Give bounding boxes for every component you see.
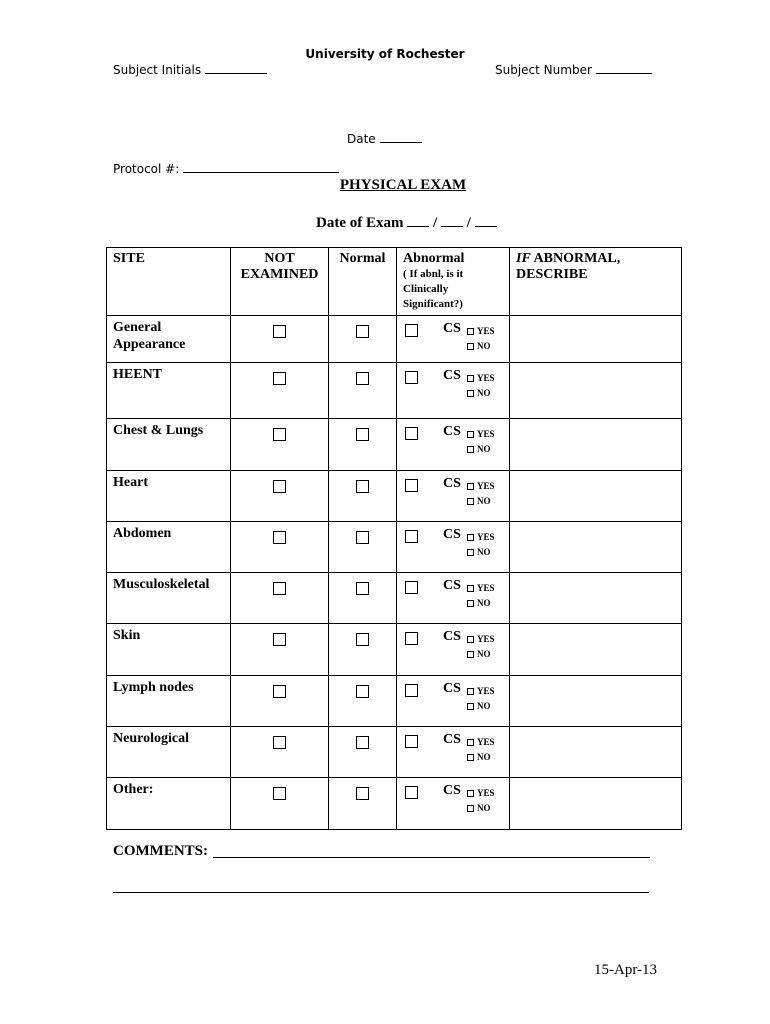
cs-no-option[interactable] [467,598,491,608]
cs-yes-label: YES [477,583,495,593]
table-row [107,363,682,419]
header-describe-label: ABNORMAL, DESCRIBE [516,251,621,282]
cs-yes-label: YES [477,481,495,491]
cs-no-label: NO [477,388,491,398]
normal-checkbox[interactable] [356,633,369,646]
cs-no-label: NO [477,547,491,557]
abnormal-cell [397,522,510,573]
normal-cell [329,316,397,363]
cs-yes-option[interactable] [467,583,495,593]
cs-yes-checkbox[interactable] [467,328,474,335]
describe-cell[interactable] [510,522,682,573]
cs-no-label: NO [477,752,491,762]
cs-label: CS [443,368,461,383]
cs-no-label: NO [477,701,491,711]
table-row [107,419,682,471]
not-examined-cell [231,522,329,573]
exam-month-blank[interactable] [407,213,429,227]
table-row [107,522,682,573]
cs-no-label: NO [477,444,491,454]
abnormal-checkbox[interactable] [405,786,418,799]
cs-yes-option[interactable] [467,481,495,491]
abnormal-checkbox[interactable] [405,632,418,645]
cs-yes-label: YES [477,326,495,336]
cs-label: CS [443,321,461,336]
cs-no-checkbox[interactable] [467,446,474,453]
abnormal-checkbox[interactable] [405,479,418,492]
not-examined-cell [231,316,329,363]
cs-yes-option[interactable] [467,686,495,696]
abnormal-checkbox[interactable] [405,684,418,697]
normal-checkbox[interactable] [356,372,369,385]
cs-no-option[interactable] [467,496,491,506]
describe-cell[interactable] [510,573,682,624]
not-examined-cell [231,676,329,727]
form-title: PHYSICAL EXAM [339,177,467,193]
cs-no-checkbox[interactable] [467,703,474,710]
cs-yes-checkbox[interactable] [467,636,474,643]
describe-cell[interactable] [510,316,682,363]
cs-no-option[interactable] [467,547,491,557]
cs-yes-option[interactable] [467,429,495,439]
abnormal-checkbox[interactable] [405,324,418,337]
header-describe-if: IF [516,251,531,266]
abnormal-checkbox[interactable] [405,371,418,384]
not-examined-checkbox[interactable] [273,531,286,544]
cs-label: CS [443,476,461,491]
describe-cell[interactable] [510,419,682,471]
header-abnormal-subtitle: ( If abnl, is it Clinically Significant?) [403,268,464,310]
cs-yes-checkbox[interactable] [467,375,474,382]
cs-yes-checkbox[interactable] [467,431,474,438]
cs-no-checkbox[interactable] [467,343,474,350]
normal-cell [329,676,397,727]
not-examined-cell [231,778,329,830]
not-examined-checkbox[interactable] [273,372,286,385]
cs-no-checkbox[interactable] [467,498,474,505]
abnormal-cell [397,471,510,522]
protocol-label: Protocol #: [113,162,180,176]
not-examined-checkbox[interactable] [273,480,286,493]
abnormal-checkbox[interactable] [405,427,418,440]
cs-no-option[interactable] [467,649,491,659]
not-examined-checkbox[interactable] [273,685,286,698]
subject-initials-field [113,62,267,77]
cs-label: CS [443,527,461,542]
institution-name: University of Rochester [305,47,465,61]
not-examined-checkbox[interactable] [273,582,286,595]
cs-no-label: NO [477,341,491,351]
normal-cell [329,727,397,778]
site-label: Skin [107,624,231,676]
date-label: Date [347,132,376,146]
cs-yes-option[interactable] [467,532,495,542]
cs-yes-option[interactable] [467,737,495,747]
abnormal-checkbox[interactable] [405,735,418,748]
site-label: General Appearance [107,316,231,363]
cs-label: CS [443,424,461,439]
cs-no-option[interactable] [467,444,491,454]
cs-no-checkbox[interactable] [467,651,474,658]
describe-cell[interactable] [510,624,682,676]
cs-yes-checkbox[interactable] [467,688,474,695]
cs-yes-label: YES [477,373,495,383]
not-examined-checkbox[interactable] [273,325,286,338]
normal-cell [329,363,397,419]
cs-yes-checkbox[interactable] [467,483,474,490]
describe-cell[interactable] [510,363,682,419]
cs-yes-checkbox[interactable] [467,790,474,797]
not-examined-checkbox[interactable] [273,736,286,749]
protocol-blank[interactable] [183,161,339,173]
header-normal: Normal [329,248,397,316]
abnormal-checkbox[interactable] [405,581,418,594]
header-not-examined: NOT EXAMINED [231,248,329,316]
exam-table [106,247,682,830]
protocol-field [113,161,339,176]
header-site: SITE [107,248,231,316]
abnormal-cell [397,778,510,830]
site-label: Neurological [107,727,231,778]
cs-yes-checkbox[interactable] [467,585,474,592]
abnormal-cell [397,419,510,471]
describe-cell[interactable] [510,676,682,727]
cs-label: CS [443,732,461,747]
cs-yes-label: YES [477,634,495,644]
subject-number-blank[interactable] [596,62,652,74]
cs-label: CS [443,578,461,593]
cs-label: CS [443,783,461,798]
cs-label: CS [443,629,461,644]
cs-yes-option[interactable] [467,326,495,336]
cs-yes-label: YES [477,532,495,542]
cs-yes-checkbox[interactable] [467,534,474,541]
cs-no-checkbox[interactable] [467,754,474,761]
date-of-exam-label: Date of Exam [316,215,404,231]
cs-yes-label: YES [477,429,495,439]
normal-cell [329,471,397,522]
describe-cell[interactable] [510,727,682,778]
normal-checkbox[interactable] [356,531,369,544]
cs-yes-label: YES [477,737,495,747]
table-row [107,573,682,624]
cs-yes-option[interactable] [467,373,495,383]
subject-number-label: Subject Number [495,63,592,77]
not-examined-cell [231,624,329,676]
cs-no-option[interactable] [467,701,491,711]
cs-yes-option[interactable] [467,634,495,644]
site-label: HEENT [107,363,231,419]
site-label: Chest & Lungs [107,419,231,471]
header-abnormal-label: Abnormal [403,251,465,266]
cs-no-checkbox[interactable] [467,549,474,556]
normal-checkbox[interactable] [356,325,369,338]
table-row [107,727,682,778]
cs-no-option[interactable] [467,752,491,762]
site-label: Heart [107,471,231,522]
exam-year-blank[interactable] [475,213,497,227]
normal-checkbox[interactable] [356,582,369,595]
cs-label: CS [443,681,461,696]
subject-initials-label: Subject Initials [113,63,202,77]
not-examined-checkbox[interactable] [273,787,286,800]
cs-no-checkbox[interactable] [467,805,474,812]
table-row [107,624,682,676]
abnormal-cell [397,363,510,419]
normal-checkbox[interactable] [356,736,369,749]
cs-no-label: NO [477,496,491,506]
comments-field [113,843,208,860]
table-row [107,676,682,727]
not-examined-checkbox[interactable] [273,428,286,441]
normal-cell [329,573,397,624]
site-label: Abdomen [107,522,231,573]
cs-yes-checkbox[interactable] [467,739,474,746]
abnormal-cell [397,316,510,363]
normal-checkbox[interactable] [356,787,369,800]
table-row [107,778,682,830]
normal-cell [329,419,397,471]
abnormal-cell [397,624,510,676]
describe-cell[interactable] [510,471,682,522]
comments-line-1[interactable] [213,857,650,858]
comments-label: COMMENTS: [113,843,208,859]
cs-no-label: NO [477,649,491,659]
not-examined-cell [231,363,329,419]
date-separator: / [466,215,471,231]
abnormal-cell [397,727,510,778]
date-of-exam-field [316,213,497,232]
date-separator: / [432,215,438,231]
normal-cell [329,624,397,676]
table-row [107,316,682,363]
exam-day-blank[interactable] [441,213,463,227]
not-examined-checkbox[interactable] [273,633,286,646]
header-abnormal [397,248,510,316]
not-examined-cell [231,727,329,778]
site-label: Other: [107,778,231,830]
site-label: Lymph nodes [107,676,231,727]
not-examined-cell [231,573,329,624]
table-row [107,471,682,522]
cs-yes-label: YES [477,686,495,696]
table-header-row [107,248,682,316]
header-describe [510,248,682,316]
date-field [347,131,422,146]
site-label: Musculoskeletal [107,573,231,624]
footer-date: 15-Apr-13 [594,962,658,978]
date-blank[interactable] [380,131,422,143]
normal-checkbox[interactable] [356,480,369,493]
cs-yes-label: YES [477,788,495,798]
normal-cell [329,778,397,830]
not-examined-cell [231,471,329,522]
describe-cell[interactable] [510,778,682,830]
cs-yes-option[interactable] [467,788,495,798]
normal-checkbox[interactable] [356,428,369,441]
normal-cell [329,522,397,573]
subject-number-field [495,62,652,77]
not-examined-cell [231,419,329,471]
cs-no-option[interactable] [467,388,491,398]
subject-initials-blank[interactable] [205,62,267,74]
normal-checkbox[interactable] [356,685,369,698]
abnormal-cell [397,676,510,727]
comments-line-2[interactable] [113,892,649,893]
abnormal-cell [397,573,510,624]
abnormal-checkbox[interactable] [405,530,418,543]
cs-no-label: NO [477,803,491,813]
cs-no-option[interactable] [467,803,491,813]
cs-no-checkbox[interactable] [467,390,474,397]
cs-no-checkbox[interactable] [467,600,474,607]
cs-no-label: NO [477,598,491,608]
cs-no-option[interactable] [467,341,491,351]
